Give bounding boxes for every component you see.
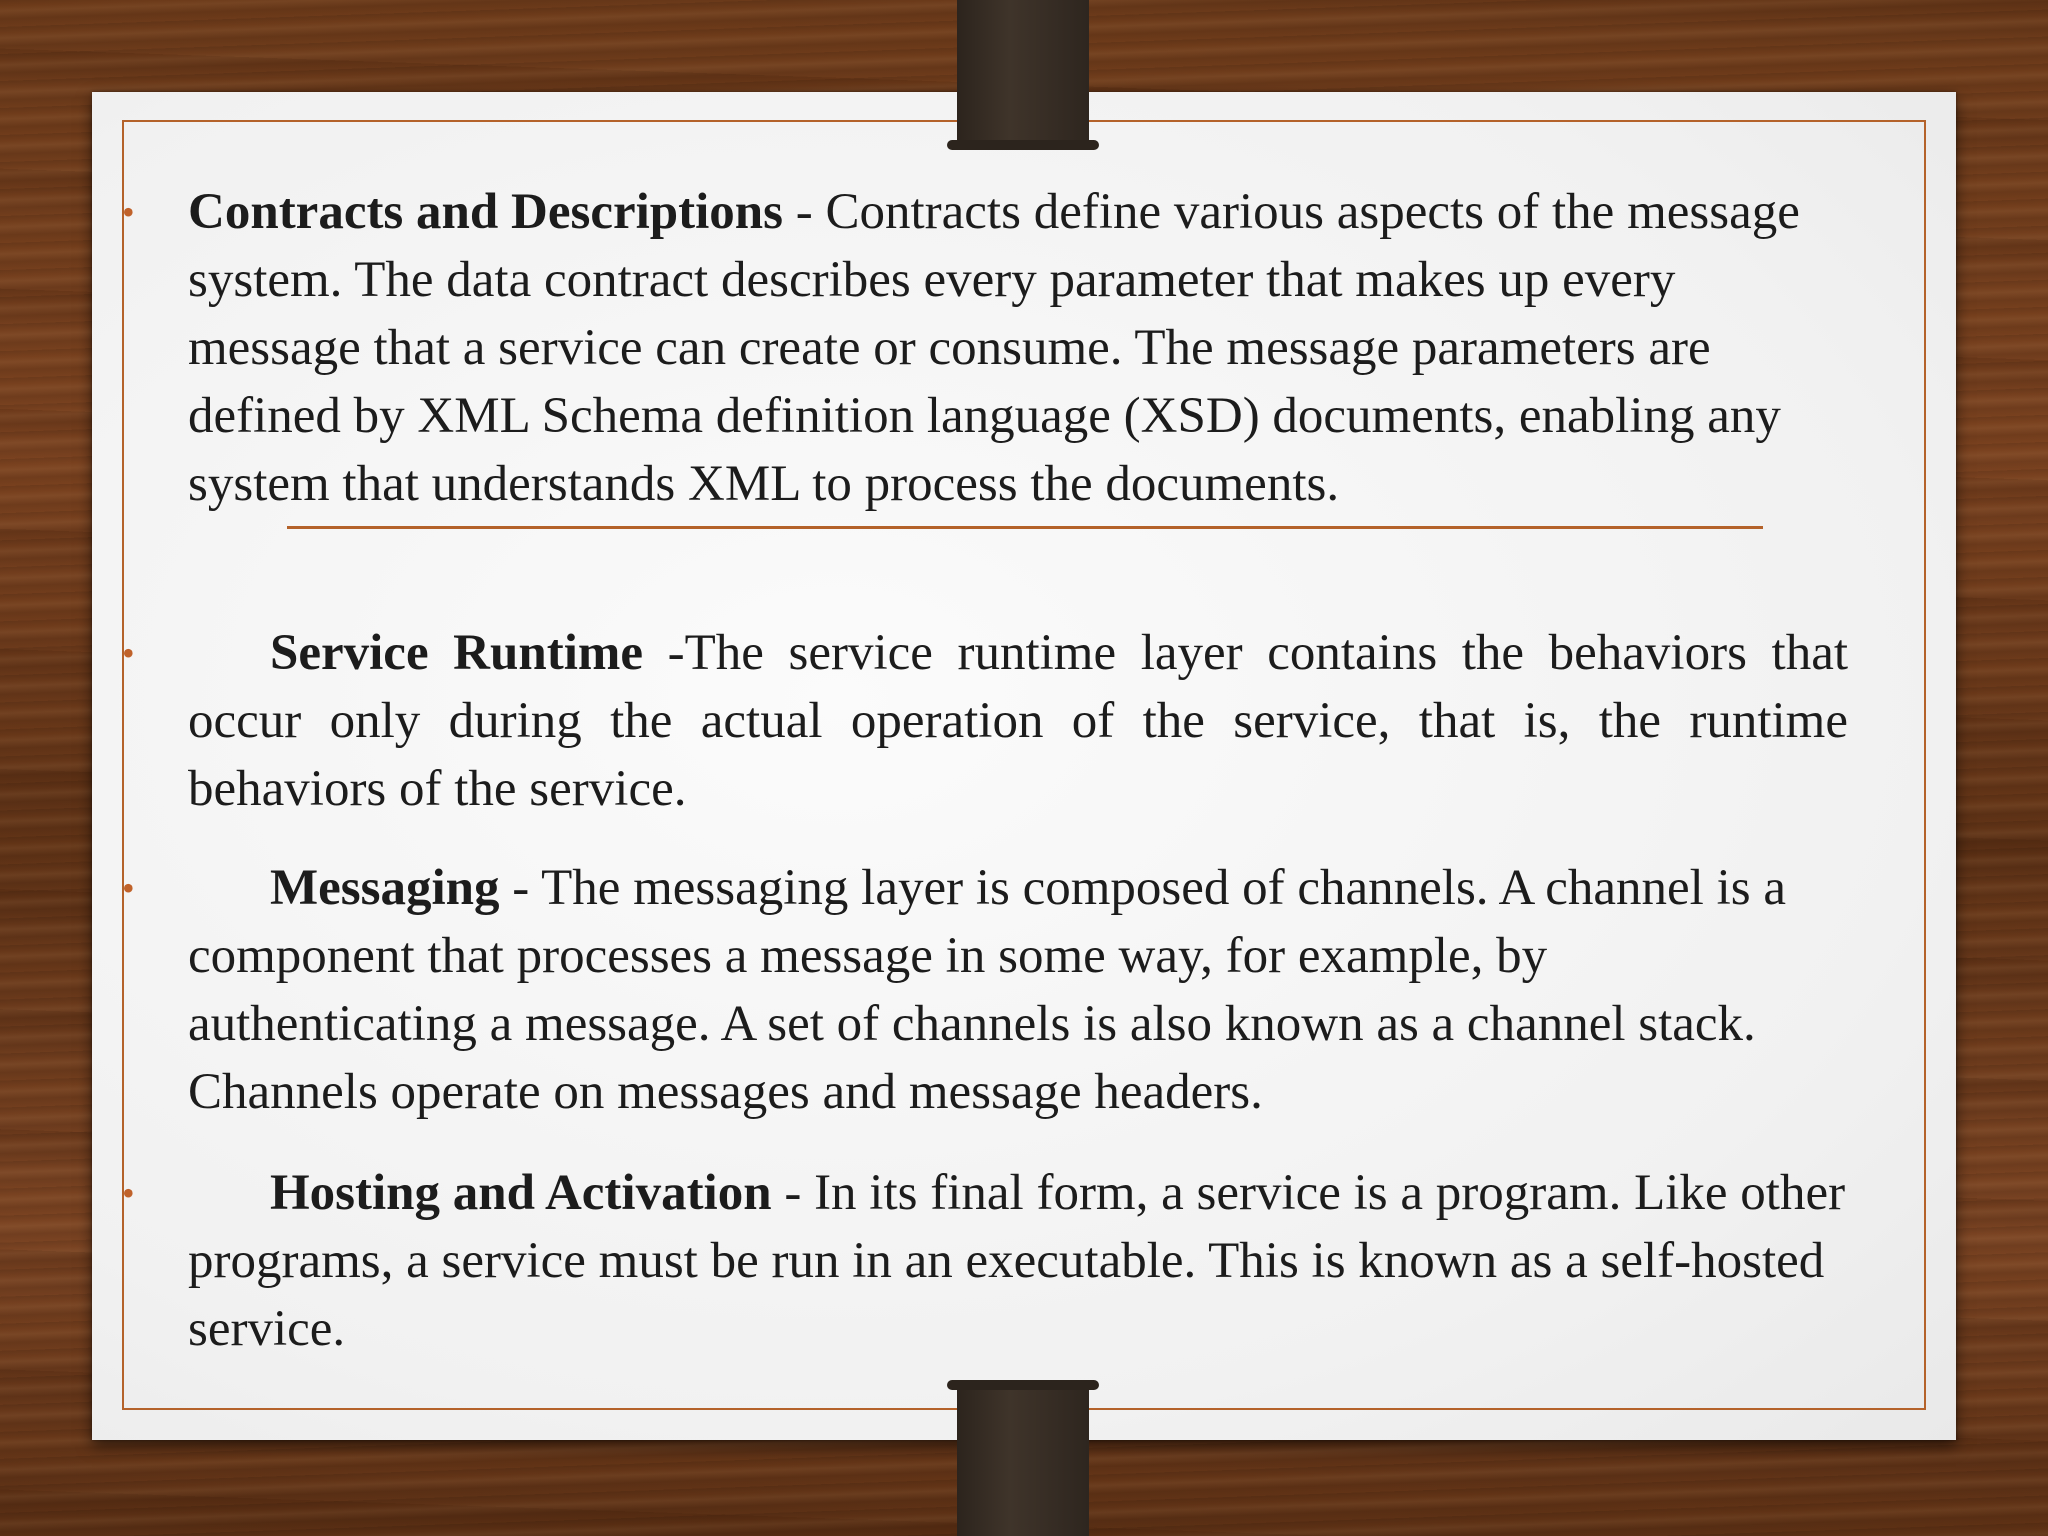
- bullet-separator: -: [771, 1165, 815, 1221]
- bullet-separator: -: [643, 625, 685, 681]
- bottom-binder-clip: [957, 1380, 1089, 1536]
- bullet-separator: -: [783, 184, 826, 240]
- bullet-contracts-descriptions: [122, 178, 1848, 518]
- bullet-term: Messaging: [270, 860, 500, 916]
- bullet-icon: •: [122, 868, 135, 908]
- top-binder-clip: [957, 0, 1089, 150]
- bullet-hosting-activation: [122, 1159, 1848, 1363]
- bullet-text: Contracts define various aspects of the message system. The data contract describes every parameter that makes up every message that a service can create or consume. The message parameters are defined by XML Schema definition language (XSD) documents, enabling any system that understands XML to process the documents.: [188, 184, 1800, 512]
- bullet-term: Hosting and Activation: [270, 1165, 772, 1221]
- bullet-term: Service Runtime: [270, 625, 644, 681]
- horizontal-rule: [287, 526, 1763, 529]
- bullet-icon: •: [122, 1173, 135, 1213]
- bullet-term: Contracts and Descriptions: [188, 184, 783, 240]
- bullet-text: In its final form, a service is a program. Like other programs, a service must be run in an executable. This is known as a self-hosted service.: [188, 1165, 1846, 1357]
- bullet-service-runtime: [122, 619, 1849, 823]
- bullet-text: The messaging layer is composed of channels. A channel is a component that processes a message in some way, for example, by authenticating a message. A set of channels is also known as a channel stack. Channels operate on messages and message headers.: [188, 860, 1786, 1120]
- bullet-icon: •: [122, 633, 135, 673]
- bullet-messaging: [122, 854, 1848, 1126]
- bullet-separator: -: [499, 860, 542, 916]
- bullet-text: The service runtime layer contains the behaviors that occur only during the actual operation of the service, that is, the runtime behaviors of the service.: [188, 625, 1849, 817]
- bullet-icon: •: [122, 192, 135, 232]
